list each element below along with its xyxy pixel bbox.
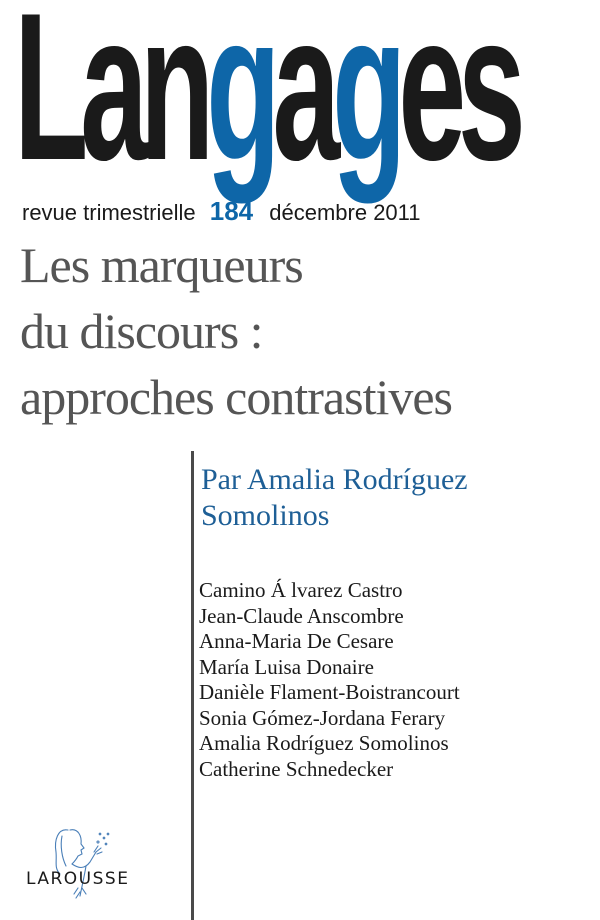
publisher-name: LAROUSSE [26,869,130,889]
issue-date: décembre 2011 [269,200,421,225]
contributor: Danièle Flament-Boistrancourt [199,680,460,704]
vertical-divider [191,451,194,920]
sower-woman-icon [26,822,146,902]
contributor: Catherine Schnedecker [199,756,394,781]
editor-line: Par Amalia Rodríguez [201,463,468,496]
contributor: María Luisa Donaire [199,654,374,679]
publisher-logo [26,822,146,912]
contributor: Sonia Gómez-Jordana Ferary [199,705,446,730]
title-line: du discours : [20,303,263,359]
masthead-part: Lan [14,0,207,204]
issue-title [20,232,580,430]
contributor: Jean-Claude Anscombre [199,603,404,628]
editor-credit [201,462,468,534]
masthead-part-accent: g [206,0,273,204]
masthead-part: es [398,0,518,204]
masthead-part-accent: g [332,0,399,204]
contributor: Amalia Rodríguez Somolinos [199,731,449,755]
issue-number: 184 [209,196,254,226]
journal-masthead [14,0,518,204]
contributor: Camino Á lvarez Castro [199,578,403,602]
title-line: approches contrastives [20,369,453,425]
editor-line: Somolinos [201,499,330,532]
periodicity: revue trimestrielle [22,200,196,225]
masthead-part: a [272,0,333,204]
issue-info [22,196,421,227]
title-line: Les marqueurs [20,237,303,293]
contributor: Anna-Maria De Cesare [199,629,394,653]
contributors-list [199,578,460,782]
